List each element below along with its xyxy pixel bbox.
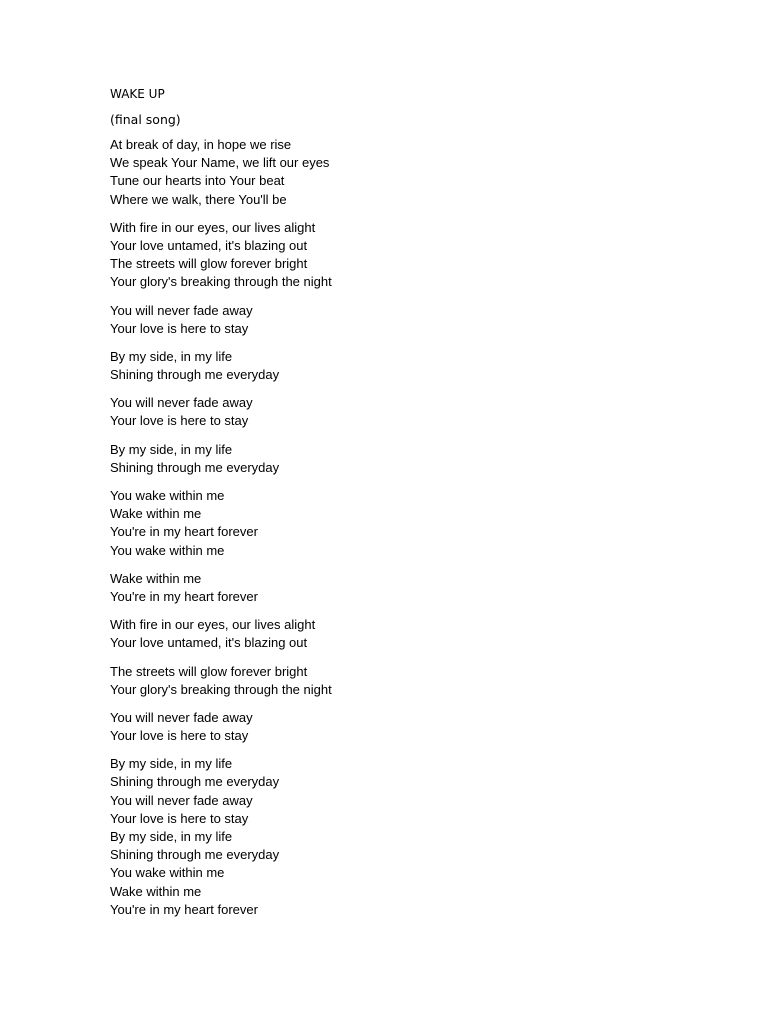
lyric-line: You wake within me bbox=[110, 542, 225, 558]
lyric-line: By my side, in my life bbox=[110, 441, 233, 457]
lyric-line: Your love is here to stay bbox=[110, 320, 249, 336]
stanza bbox=[110, 755, 710, 919]
lyric-line: Your glory's breaking through the night bbox=[110, 274, 332, 290]
lyric-line: Your glory's breaking through the night bbox=[110, 681, 332, 697]
lyric-line: Shining through me everyday bbox=[110, 774, 280, 790]
lyric-line: With fire in our eyes, our lives alight bbox=[110, 219, 316, 235]
stanza bbox=[110, 487, 710, 560]
lyric-line: The streets will glow forever bright bbox=[110, 663, 308, 679]
lyric-line: Wake within me bbox=[110, 883, 202, 899]
lyric-line: Tune our hearts into Your beat bbox=[110, 173, 285, 189]
lyric-line: You wake within me bbox=[110, 865, 225, 881]
lyric-line: Wake within me bbox=[110, 506, 202, 522]
lyric-line: You will never fade away bbox=[110, 792, 253, 808]
lyric-line: With fire in our eyes, our lives alight bbox=[110, 617, 316, 633]
lyric-line: Shining through me everyday bbox=[110, 367, 280, 383]
lyric-line: You're in my heart forever bbox=[110, 524, 258, 540]
lyric-line: Your love is here to stay bbox=[110, 810, 249, 826]
stanza bbox=[110, 136, 710, 209]
stanza bbox=[110, 348, 710, 384]
stanza bbox=[110, 302, 710, 338]
lyric-line: Your love is here to stay bbox=[110, 413, 249, 429]
stanza bbox=[110, 663, 710, 699]
song-title: WAKE UP bbox=[110, 87, 165, 101]
lyric-line: At break of day, in hope we rise bbox=[110, 137, 292, 152]
lyric-line: You're in my heart forever bbox=[110, 588, 258, 604]
lyric-line: Shining through me everyday bbox=[110, 847, 280, 863]
lyric-line: You will never fade away bbox=[110, 302, 253, 318]
lyric-line: Your love untamed, it's blazing out bbox=[110, 635, 308, 651]
stanza bbox=[110, 570, 710, 606]
lyric-line: The streets will glow forever bright bbox=[110, 256, 308, 272]
stanza bbox=[110, 394, 710, 430]
lyrics-stanzas bbox=[110, 136, 710, 919]
stanza bbox=[110, 616, 710, 652]
lyric-line: Your love is here to stay bbox=[110, 728, 249, 744]
lyrics-content bbox=[110, 86, 710, 929]
stanza bbox=[110, 219, 710, 292]
stanza bbox=[110, 709, 710, 745]
lyric-line: You wake within me bbox=[110, 488, 225, 503]
lyric-line: Shining through me everyday bbox=[110, 459, 280, 475]
lyric-line: By my side, in my life bbox=[110, 348, 233, 364]
lyric-line: You will never fade away bbox=[110, 709, 253, 725]
lyric-line: By my side, in my life bbox=[110, 829, 233, 844]
song-subtitle: (final song) bbox=[110, 112, 181, 127]
lyric-line: Wake within me bbox=[110, 570, 202, 586]
lyric-line: You're in my heart forever bbox=[110, 901, 258, 917]
lyric-line: Where we walk, there You'll be bbox=[110, 191, 287, 207]
lyric-line: By my side, in my life bbox=[110, 756, 233, 772]
stanza bbox=[110, 441, 710, 477]
lyric-line: You will never fade away bbox=[110, 395, 253, 411]
lyric-line: We speak Your Name, we lift our eyes bbox=[110, 155, 330, 171]
lyric-line: Your love untamed, it's blazing out bbox=[110, 237, 308, 253]
